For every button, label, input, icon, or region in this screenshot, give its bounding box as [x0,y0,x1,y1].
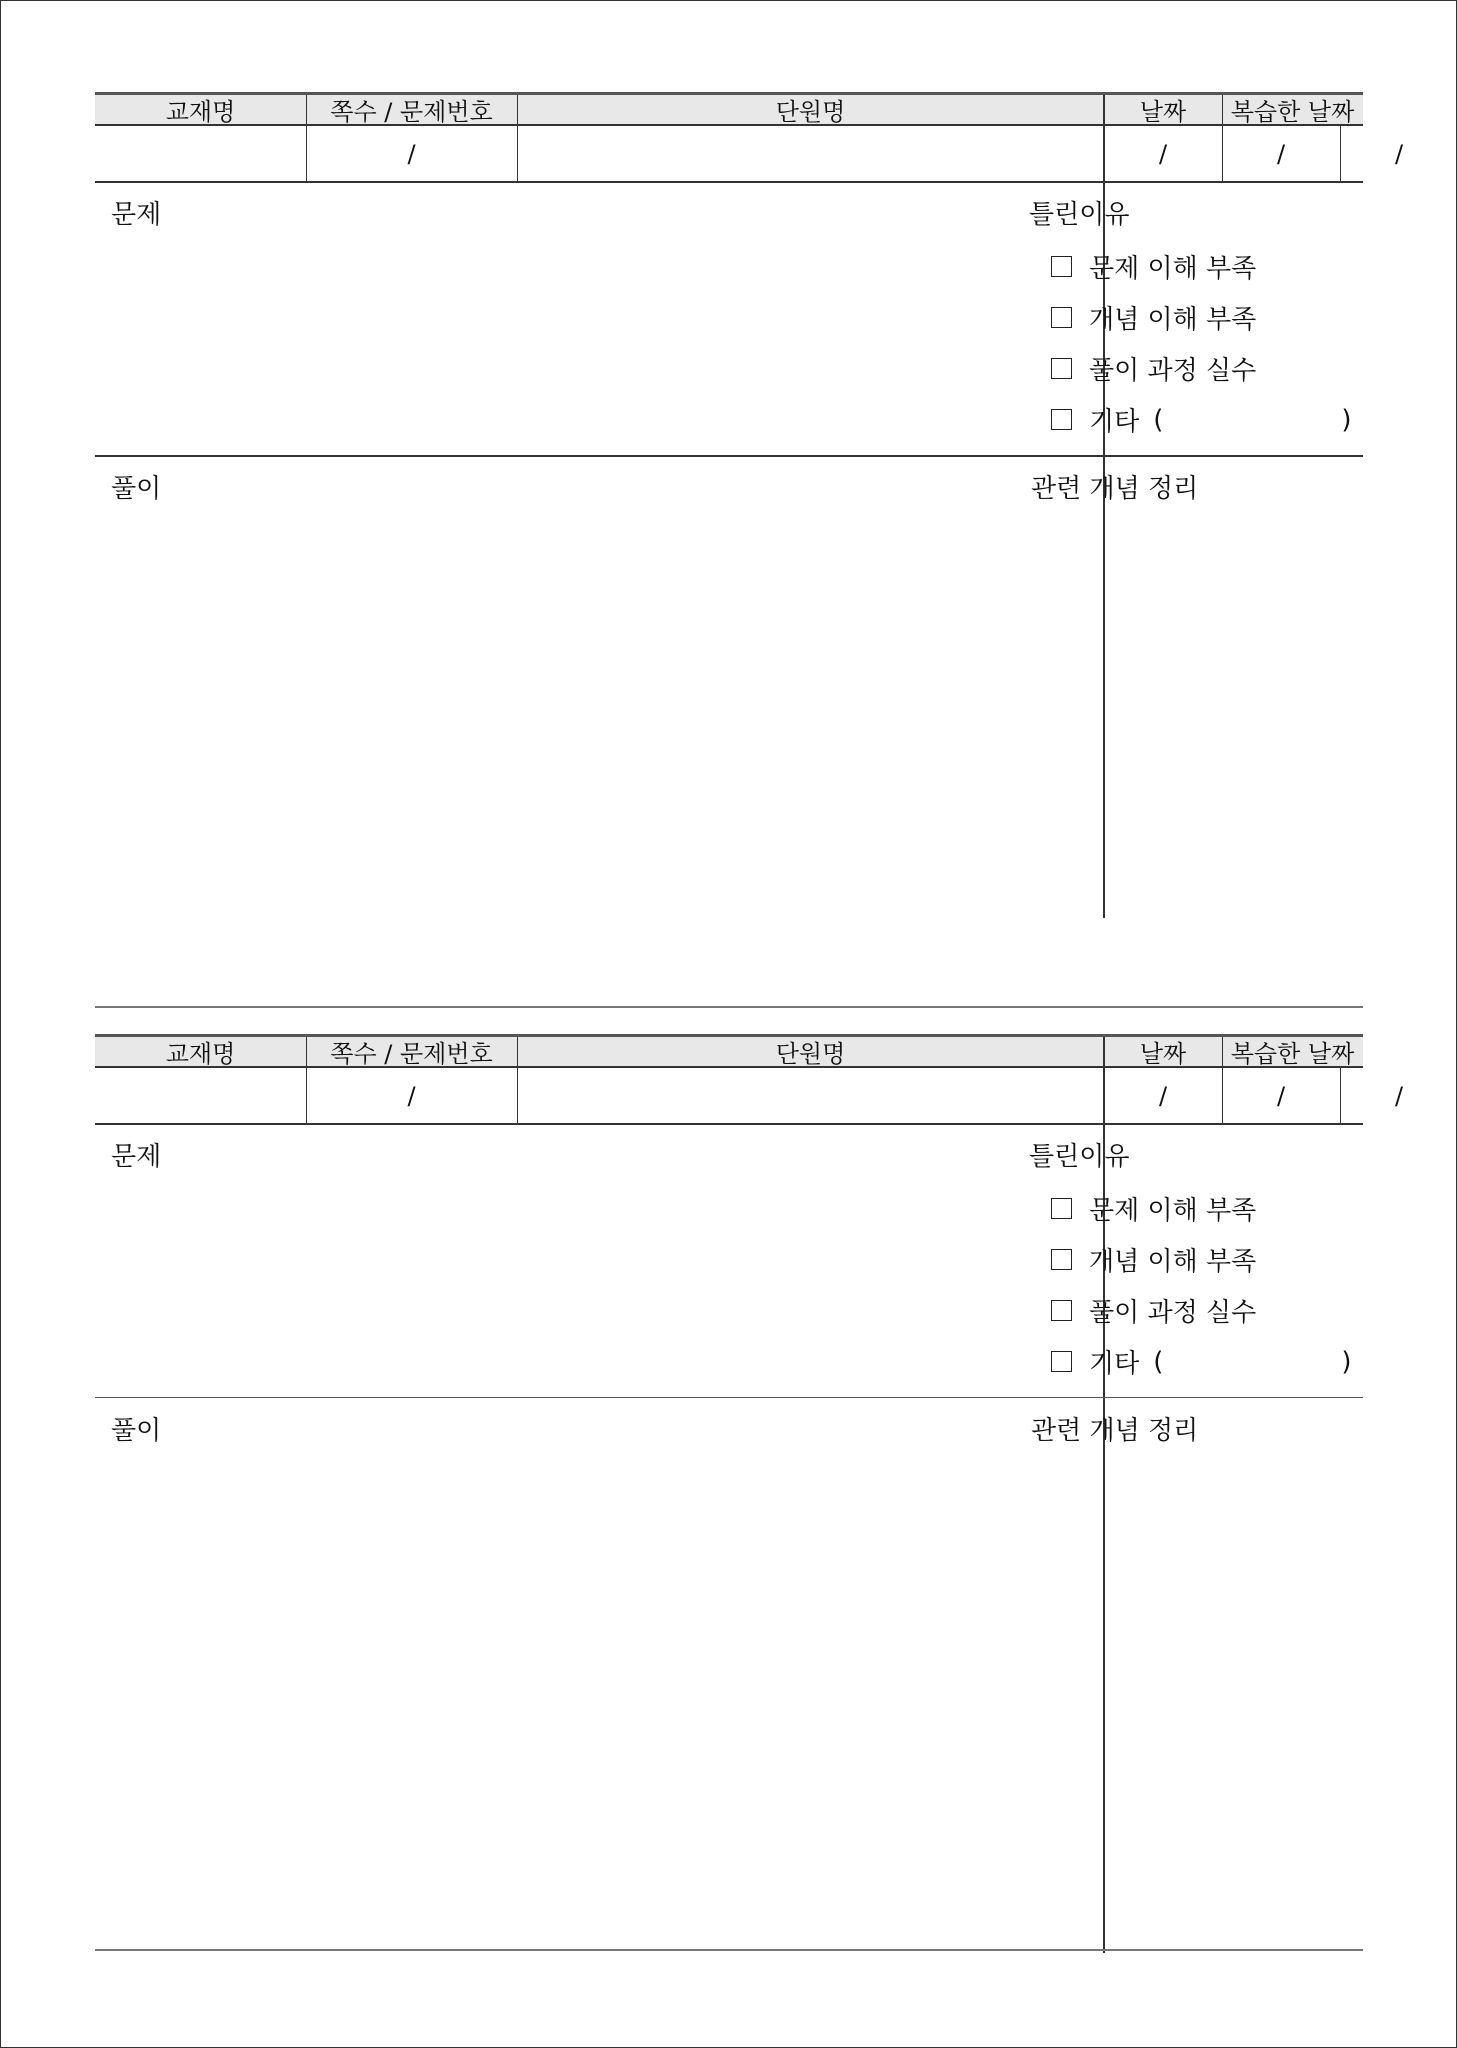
wrong-reason-label: 틀린이유 [1029,1142,1130,1172]
checkbox[interactable] [1051,1351,1072,1372]
review-date-input-1[interactable]: / [1276,1082,1286,1110]
review-date-input-2[interactable]: / [1394,1082,1404,1110]
textbook-input[interactable] [95,126,306,182]
header-review-date: 복습한 날짜 [1230,97,1355,126]
page-problem-input[interactable]: / [407,140,416,168]
reason-option[interactable]: 문제 이해 부족 [1051,248,1256,285]
concept-label: 관련 개념 정리 [1031,1416,1199,1446]
review-date-input-1[interactable]: / [1276,140,1286,168]
reason-option[interactable]: 풀이 과정 실수 [1051,350,1256,387]
checkbox[interactable] [1051,1249,1072,1270]
divider [95,1397,1363,1398]
header-textbook: 교재명 [165,1039,236,1068]
reason-option[interactable]: 개념 이해 부족 [1051,1241,1256,1278]
solution-label: 풀이 [111,1416,162,1446]
wrong-reason-label: 틀린이유 [1029,200,1130,230]
reason-option[interactable]: 풀이 과정 실수 [1051,1292,1256,1329]
divider [1103,1037,1105,1953]
header-unit: 단원명 [775,97,846,126]
checkbox[interactable] [1051,409,1072,430]
divider [95,1006,1363,1008]
checkbox[interactable] [1051,307,1072,328]
date-input[interactable]: / [1158,140,1168,168]
problem-label: 문제 [111,1142,162,1172]
note-sheet-1 [95,92,1404,1010]
checkbox[interactable] [1051,1300,1072,1321]
solution-label: 풀이 [111,474,162,504]
unit-input[interactable] [517,1068,1104,1124]
unit-input[interactable] [517,126,1104,182]
reason-option[interactable]: 개념 이해 부족 [1051,299,1256,336]
header-date: 날짜 [1139,1039,1187,1068]
reason-option-other[interactable]: 기타 ( ) [1051,1343,1352,1380]
header-unit: 단원명 [775,1039,846,1068]
checkbox[interactable] [1051,358,1072,379]
concept-label: 관련 개념 정리 [1031,474,1199,504]
header-page-problem: 쪽수 / 문제번호 [330,1039,493,1068]
header-page-problem: 쪽수 / 문제번호 [330,97,493,126]
reason-option-other[interactable]: 기타 ( ) [1051,401,1352,438]
textbook-input[interactable] [95,1068,306,1124]
divider [95,181,1363,183]
divider [95,1123,1363,1125]
header-review-date: 복습한 날짜 [1230,1039,1355,1068]
header-date: 날짜 [1139,97,1187,126]
header-textbook: 교재명 [165,97,236,126]
divider [95,1949,1363,1951]
review-date-input-2[interactable]: / [1394,140,1404,168]
checkbox[interactable] [1051,1198,1072,1219]
checkbox[interactable] [1051,256,1072,277]
note-sheet-2 [95,1034,1404,1952]
divider [95,455,1363,457]
date-input[interactable]: / [1158,1082,1168,1110]
problem-label: 문제 [111,200,162,230]
reason-option[interactable]: 문제 이해 부족 [1051,1190,1256,1227]
page-problem-input[interactable]: / [407,1082,416,1110]
